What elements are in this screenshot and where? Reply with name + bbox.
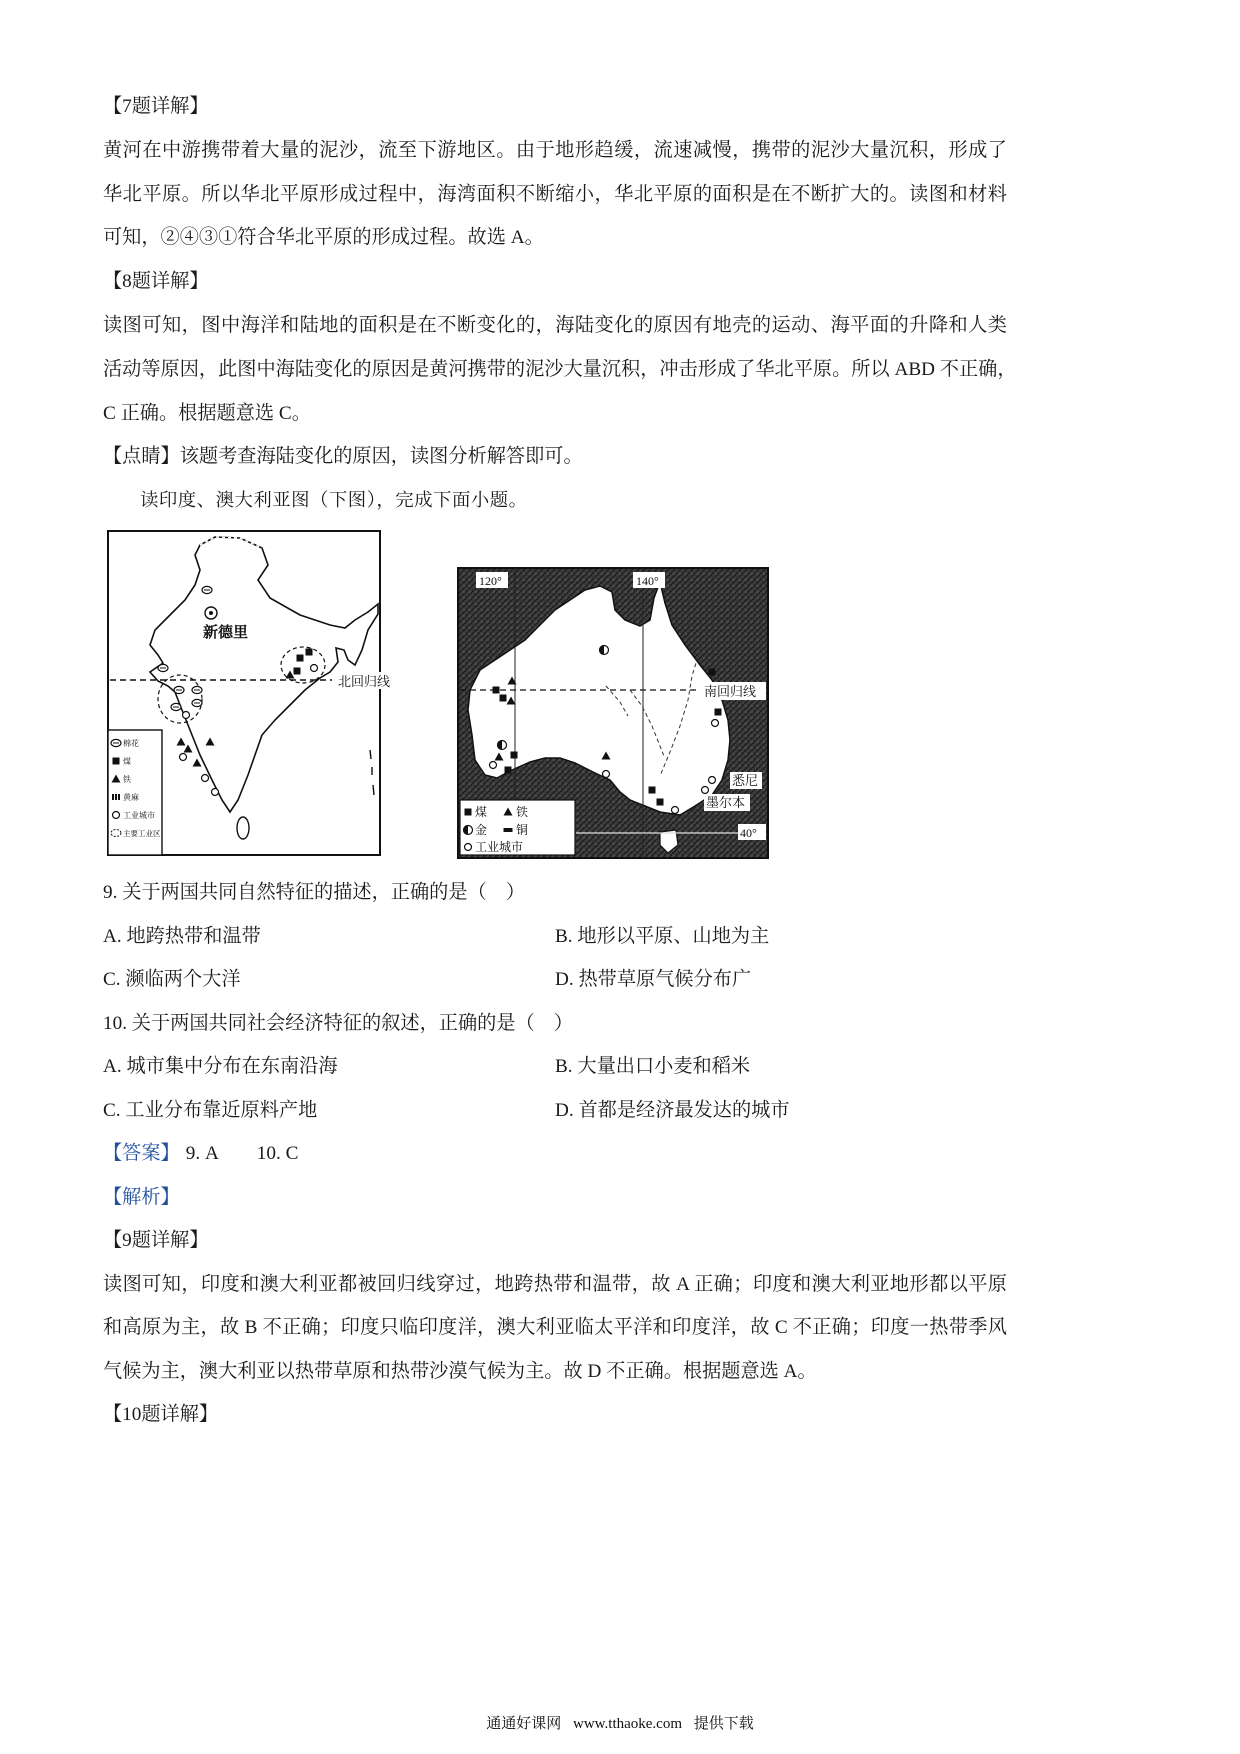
industrial-city-icon bbox=[183, 712, 190, 719]
q7-detail-line: 华北平原。所以华北平原形成过程中，海湾面积不断缩小，华北平原的面积是在不断扩大的。读图和材料 bbox=[103, 183, 1007, 205]
legend-label: 主要工业区 bbox=[123, 829, 161, 838]
question-10-options-row bbox=[103, 1089, 1007, 1133]
legend-label: 黄麻 bbox=[123, 793, 139, 802]
capital-label: 新德里 bbox=[203, 625, 249, 641]
answer-label: 【答案】 bbox=[103, 1143, 180, 1164]
coal-icon bbox=[500, 695, 507, 702]
legend-label: 工业城市 bbox=[123, 811, 155, 820]
coal-icon bbox=[297, 655, 304, 662]
option-a: A. 地跨热带和温带 bbox=[103, 925, 261, 947]
tip-text: 该题考查海陆变化的原因，读图分析解答即可。 bbox=[179, 446, 583, 468]
question-10-options-row bbox=[103, 1045, 1007, 1089]
questions-and-answers bbox=[103, 871, 1007, 1437]
legend-label: 工业城市 bbox=[475, 840, 524, 854]
q9-detail-heading: 【9题详解】 bbox=[103, 1230, 209, 1251]
coal-icon bbox=[715, 709, 722, 716]
q7-detail-heading: 【7题详解】 bbox=[103, 96, 209, 117]
sydney-label: 悉尼 bbox=[732, 773, 759, 788]
option-d: D. 热带草原气候分布广 bbox=[555, 969, 752, 990]
answer-line bbox=[103, 1132, 1007, 1176]
legend-label: 铜 bbox=[516, 823, 529, 837]
legend-label: 煤 bbox=[475, 805, 488, 819]
legend-label: 煤 bbox=[123, 757, 131, 766]
tip-label: 【点睛】 bbox=[103, 446, 180, 468]
analysis-label: 【解析】 bbox=[103, 1186, 180, 1208]
footer-suffix: 提供下载 bbox=[693, 1716, 754, 1732]
legend-label: 铁 bbox=[123, 775, 131, 784]
industrial-city-icon bbox=[603, 771, 610, 778]
option-c: C. 工业分布靠近原料产地 bbox=[103, 1099, 318, 1121]
industrial-city-icon bbox=[709, 777, 716, 784]
india-map-legend bbox=[108, 730, 162, 855]
answer-item: 9. A bbox=[185, 1143, 219, 1164]
q8-detail-line: 活动等原因，此图中海陆变化的原因是黄河携带的泥沙大量沉积，冲击形成了华北平原。所以 ABD 不正确， bbox=[103, 358, 1017, 380]
industrial-city-icon bbox=[212, 789, 219, 796]
footer-site-name: 通通好课网 bbox=[486, 1716, 562, 1732]
industrial-city-icon bbox=[202, 775, 209, 782]
meridian-120-label: 120° bbox=[479, 574, 502, 588]
coal-icon bbox=[505, 767, 512, 774]
q8-detail-line: 读图可知，图中海洋和陆地的面积是在不断变化的，海陆变化的原因有地壳的运动、海平面的升降和人类 bbox=[103, 314, 1007, 336]
question-9-options-row bbox=[103, 915, 1007, 959]
industrial-city-icon bbox=[311, 665, 318, 672]
australia-map-legend bbox=[460, 800, 575, 855]
tropic-of-capricorn-label: 南回归线 bbox=[704, 684, 757, 699]
gold-icon bbox=[464, 826, 473, 835]
coal-icon bbox=[465, 809, 472, 816]
coal-icon bbox=[649, 787, 656, 794]
industrial-city-icon bbox=[672, 807, 679, 814]
meridian-140-label: 140° bbox=[636, 574, 659, 588]
legend-label: 棉花 bbox=[123, 739, 139, 748]
footer-url[interactable]: www.tthaoke.com bbox=[573, 1716, 682, 1732]
legend-label: 铁 bbox=[516, 805, 529, 819]
coal-icon bbox=[113, 758, 120, 765]
q9-detail-line: 读图可知，印度和澳大利亚都被回归线穿过，地跨热带和温带，故 A 正确；印度和澳大利亚地形都以平原 bbox=[103, 1273, 1007, 1295]
jute-icon bbox=[112, 794, 120, 800]
option-a: A. 城市集中分布在东南沿海 bbox=[103, 1056, 338, 1077]
q7-detail-line: 可知，②④③①符合华北平原的形成过程。故选 A。 bbox=[103, 227, 544, 249]
industrial-city-icon bbox=[702, 787, 709, 794]
coal-icon bbox=[511, 752, 518, 759]
question-9-stem: 9. 关于两国共同自然特征的描述，正确的是（ ） bbox=[103, 882, 526, 903]
option-c: C. 濒临两个大洋 bbox=[103, 969, 241, 990]
question-10-stem: 10. 关于两国共同社会经济特征的叙述，正确的是（ ） bbox=[103, 1012, 574, 1034]
parallel-40-label: 40° bbox=[740, 826, 757, 840]
q7-detail-line: 黄河在中游携带着大量的泥沙，流至下游地区。由于地形趋缓，流速减慢，携带的泥沙大量沉积，形成了 bbox=[103, 139, 1007, 161]
industrial-city-icon bbox=[180, 754, 187, 761]
question-9-options-row bbox=[103, 958, 1007, 1002]
industrial-city-icon bbox=[712, 720, 719, 727]
coal-icon bbox=[709, 669, 716, 676]
legend-label: 金 bbox=[475, 823, 488, 837]
explanations-q7-q8 bbox=[103, 85, 1017, 523]
cotton-icon bbox=[171, 703, 181, 710]
coal-icon bbox=[493, 687, 500, 694]
copper-icon bbox=[504, 828, 513, 832]
india-map bbox=[106, 529, 406, 859]
coal-icon bbox=[306, 649, 313, 656]
tip-line bbox=[103, 435, 1007, 479]
gold-icon bbox=[600, 646, 609, 655]
cotton-icon bbox=[192, 699, 202, 706]
gold-icon bbox=[498, 741, 507, 750]
q9-detail-line: 和高原为主，故 B 不正确；印度只临印度洋，澳大利亚临太平洋和印度洋，故 C 不正确；印度一热带季风 bbox=[103, 1317, 1007, 1338]
page-footer bbox=[0, 1712, 1240, 1733]
q9-detail-line: 气候为主，澳大利亚以热带草原和热带沙漠气候为主。故 D 不正确。根据题意选 A。 bbox=[103, 1360, 817, 1382]
q8-detail-line: C 正确。根据题意选 C。 bbox=[103, 402, 311, 424]
cotton-icon bbox=[158, 664, 168, 671]
coal-icon bbox=[657, 799, 664, 806]
map-reading-instruction: 读印度、澳大利亚图（下图），完成下面小题。 bbox=[140, 490, 528, 511]
capital-icon-dot bbox=[209, 611, 213, 615]
industrial-city-icon bbox=[465, 844, 472, 851]
industrial-city-icon bbox=[113, 812, 120, 819]
cotton-icon bbox=[111, 739, 121, 746]
answer-item: 10. C bbox=[256, 1143, 299, 1164]
q10-detail-heading: 【10题详解】 bbox=[103, 1404, 219, 1425]
option-b: B. 大量出口小麦和稻米 bbox=[555, 1056, 751, 1077]
cotton-icon bbox=[202, 586, 212, 593]
cotton-icon bbox=[174, 686, 184, 693]
industrial-city-icon bbox=[490, 762, 497, 769]
cotton-icon bbox=[192, 686, 202, 693]
q8-detail-heading: 【8题详解】 bbox=[103, 271, 209, 293]
australia-map bbox=[456, 566, 772, 862]
melbourne-label: 墨尔本 bbox=[706, 795, 746, 810]
option-b: B. 地形以平原、山地为主 bbox=[555, 925, 770, 947]
coal-icon bbox=[294, 668, 301, 675]
tropic-of-cancer-label: 北回归线 bbox=[338, 674, 391, 689]
sri-lanka bbox=[237, 817, 249, 839]
option-d: D. 首都是经济最发达的城市 bbox=[555, 1099, 790, 1121]
